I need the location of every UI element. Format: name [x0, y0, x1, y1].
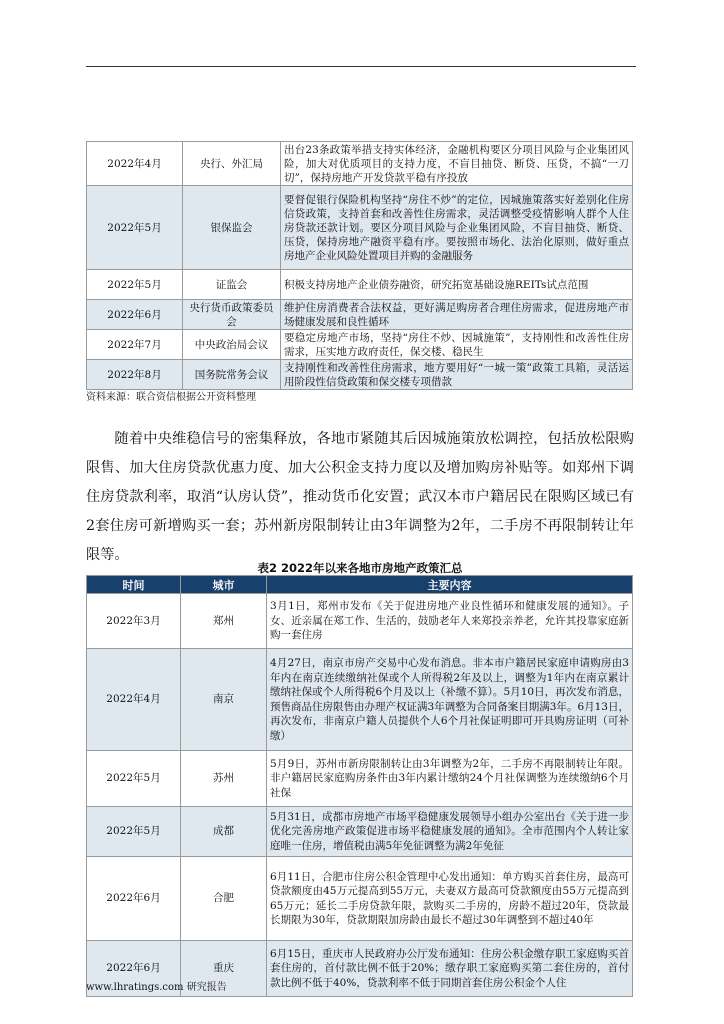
cell-content: 5月9日，苏州市新房限制转让由3年调整为2年，二手房不再限制转让年限。非户籍居民家庭购房条件由3年内累计缴纳24个月社保调整为连续缴纳6个月社保	[267, 751, 633, 807]
cell-city: 南京	[181, 649, 267, 751]
cell-time: 2022年5月	[87, 186, 183, 270]
cell-city: 合肥	[181, 857, 267, 941]
cell-body: 中央政治局会议	[183, 330, 281, 360]
cell-content: 维护住房消费者合法权益，更好满足购房者合理住房需求，促进房地产市场健康发展和良性循环	[281, 300, 633, 330]
cell-time: 2022年6月	[87, 857, 181, 941]
body-paragraph: 随着中央维稳信号的密集释放，各地市紧随其后因城施策放松调控，包括放松限购限售、加大住房贷款优惠力度、加大公积金支持力度以及增加购房补贴等。如郑州下调住房贷款利率，取消“认房认贷”，推动货币化安置；武汉本市户籍居民在限购区域已有2套住房可新增购买一套；苏州新房限制转让由3年调整为2年，二手房不再限制转让年限等。	[86, 431, 634, 563]
cell-content: 6月15日，重庆市人民政府办公厅发布通知：住房公积金缴存职工家庭购买首套住房的，首付款比例不低于20%；缴存职工家庭购买第二套住房的，首付款比例不低于40%，贷款利率不低于同期首套住房公积金个人住	[267, 941, 633, 997]
table-row	[87, 857, 633, 941]
cell-time: 2022年6月	[87, 941, 181, 997]
cell-time: 2022年5月	[87, 807, 181, 857]
cell-city: 郑州	[181, 594, 267, 649]
cell-city: 苏州	[181, 751, 267, 807]
table-row	[87, 300, 633, 330]
cell-body: 央行货币政策委员会	[183, 300, 281, 330]
table-header-row	[87, 576, 633, 594]
policy-table-cities	[86, 575, 633, 997]
cell-body: 银保监会	[183, 186, 281, 270]
cell-time: 2022年7月	[87, 330, 183, 360]
cell-content: 要督促银行保险机构坚持“房住不炒”的定位，因城施策落实好差别化住房信贷政策，支持首套和改善性住房需求，灵活调整受疫情影响人群个人住房贷款还款计划。要区分项目风险与企业集团风险，不盲目抽贷、断贷、压贷，保持房地产融资平稳有序。要按照市场化、法治化原则，做好重点房地产企业风险处置项目并购的金融服务	[281, 186, 633, 270]
cell-time: 2022年3月	[87, 594, 181, 649]
cell-content: 4月27日，南京市房产交易中心发布消息。非本市户籍居民家庭申请购房由3年内在南京连续缴纳社保或个人所得税2年及以上，调整为1年内在南京累计缴纳社保或个人所得税6个月及以上（补缴不算）。5月10日，再次发布消息，预售商品住房限售由办理产权证满3年调整为合同备案目期满3年。6月13日，再次发布，非南京户籍人员提供个人6个月社保证明即可开具购房证明（可补缴）	[267, 649, 633, 751]
cell-city: 成都	[181, 807, 267, 857]
cell-time: 2022年6月	[87, 300, 183, 330]
cell-city: 重庆	[181, 941, 267, 997]
cell-content: 积极支持房地产企业债券融资，研究拓宽基础设施REITs试点范围	[281, 270, 633, 300]
cell-content: 6月11日，合肥市住房公积金管理中心发出通知：单方购买首套住房，最高可贷款额度由45万元提高到55万元，夫妻双方最高可贷款额度由55万元提高到65万元；延长二手房贷款年限，款购买二手房的，房龄不超过20年，贷款最长期限为30年，贷款期限加房龄由最长不超过30年调整到不超过40年	[267, 857, 633, 941]
cell-time: 2022年4月	[87, 142, 183, 186]
footer-text: www.lhratings.com 研究报告	[86, 982, 227, 993]
header-time: 时间	[87, 576, 181, 594]
policy-table-central	[86, 141, 633, 390]
header-rule	[86, 66, 636, 67]
cell-time: 2022年8月	[87, 360, 183, 390]
cell-body: 证监会	[183, 270, 281, 300]
source-note: 资料来源：联合资信根据公开资料整理	[86, 392, 256, 403]
cell-time: 2022年5月	[87, 751, 181, 807]
cell-time: 2022年5月	[87, 270, 183, 300]
table-title: 表2 2022年以来各地市房地产政策汇总	[257, 561, 463, 575]
table-row	[87, 186, 633, 270]
table-row	[87, 142, 633, 186]
table-row	[87, 330, 633, 360]
cell-content: 支持刚性和改善性住房需求，地方要用好“一城一策”政策工具箱，灵活运用阶段性信贷政策和保交楼专项借款	[281, 360, 633, 390]
table-row	[87, 270, 633, 300]
cell-content: 5月31日，成都市房地产市场平稳健康发展领导小组办公室出台《关于进一步优化完善房地产政策促进市场平稳健康发展的通知》。全市范围内个人转让家庭唯一住房，增值税由满5年免征调整为满2年免征	[267, 807, 633, 857]
header-content: 主要内容	[267, 576, 633, 594]
cell-body: 央行、外汇局	[183, 142, 281, 186]
table-row	[87, 360, 633, 390]
table-row	[87, 751, 633, 807]
cell-body: 国务院常务会议	[183, 360, 281, 390]
cell-content: 3月1日，郑州市发布《关于促进房地产业良性循环和健康发展的通知》。子女、近亲属在郑工作、生活的，鼓励老年人来郑投亲养老，允许其投靠家庭新购一套住房	[267, 594, 633, 649]
table-row	[87, 594, 633, 649]
cell-time: 2022年4月	[87, 649, 181, 751]
cell-content: 出台23条政策举措支持实体经济，金融机构要区分项目风险与企业集团风险，加大对优质项目的支持力度，不盲目抽贷、断贷、压贷，不搞“一刀切”，保持房地产开发贷款平稳有序投放	[281, 142, 633, 186]
table-row	[87, 807, 633, 857]
header-city: 城市	[181, 576, 267, 594]
table-row	[87, 649, 633, 751]
cell-content: 要稳定房地产市场，坚持“房住不炒、因城施策”，支持刚性和改善性住房需求，压实地方政府责任，保交楼、稳民生	[281, 330, 633, 360]
